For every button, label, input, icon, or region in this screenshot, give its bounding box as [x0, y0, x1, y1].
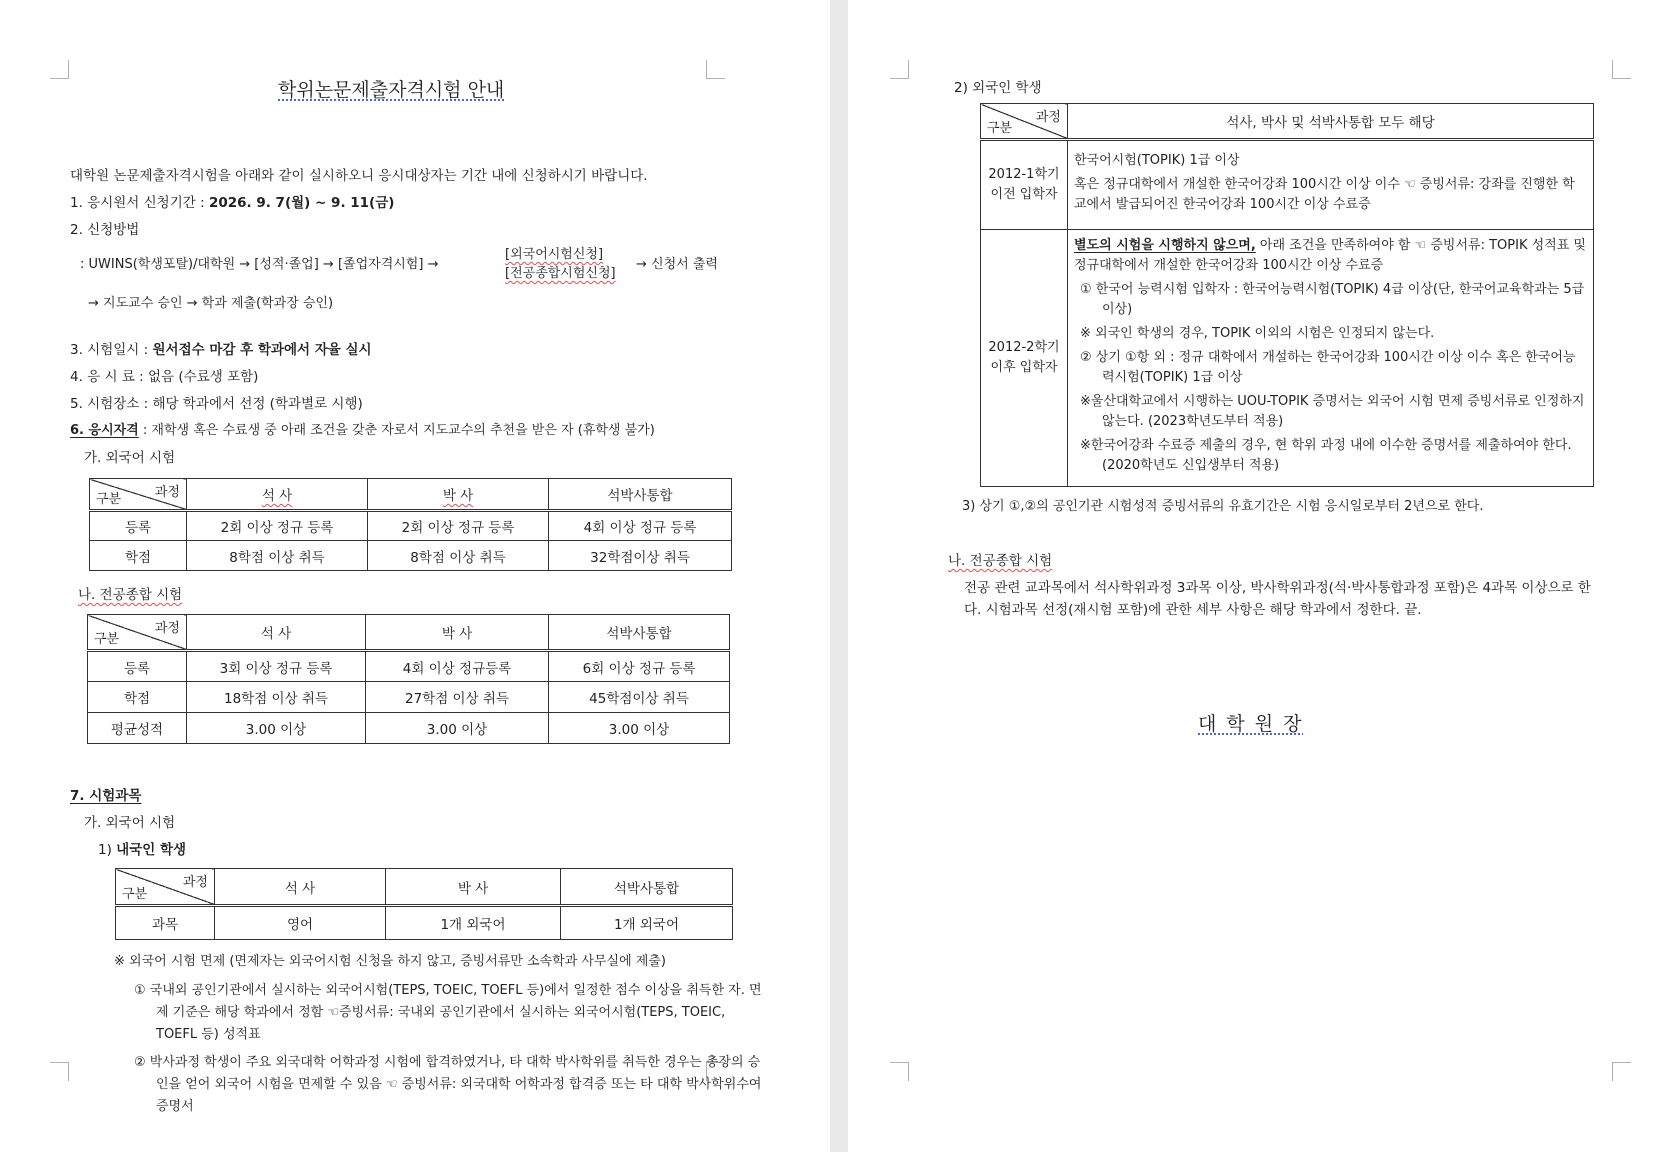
section-2-flow: : UWINS(학생포탈)/대학원 → [성적·졸업] → [졸업자격시험] → [80, 257, 439, 272]
section-2-label: 2. 신청방법 [70, 222, 140, 238]
crop-mark [1612, 60, 1631, 79]
table-domestic [115, 868, 733, 940]
col-header: 석사, 박사 및 석박사통합 모두 해당 [1068, 104, 1594, 140]
section-1: 1. 응시원서 신청기간 : 2026. 9. 7(월) ~ 9. 11(금) [70, 195, 395, 211]
col-header: 박 사 [386, 869, 561, 906]
section-6: 6. 응시자격 : 재학생 혹은 수료생 중 아래 조건을 갖춘 자로서 지도교수의 추천을 받은 자 (휴학생 불가) [70, 423, 655, 438]
exempt-item-2: ② 박사과정 학생이 주요 외국대학 어학과정 시험에 합격하였거나, 타 대학 박사학위를 취득한 경우는 총장의 승인을 얻어 외국어 시험을 면제할 수 있음 ☜ 증빙서류: 외국대학 어학과정 합격증 또는 타 대학 박사학위수여증명서 [134, 1055, 762, 1114]
col-header: 석 사 [187, 615, 366, 651]
foreign-heading: 2) 외국인 학생 [954, 80, 1042, 96]
intro-text: 대학원 논문제출자격시험을 아래와 같이 실시하오니 응시대상자는 기간 내에 신청하시기 바랍니다. [70, 168, 648, 184]
section-2-flow-end: → 신청서 출력 [636, 257, 718, 272]
table-row: 평균성적 3.00 이상 3.00 이상 3.00 이상 [88, 713, 730, 744]
section-6a-heading: 가. 외국어 시험 [84, 450, 176, 466]
domestic-heading: 1) 내국인 학생 [98, 842, 187, 858]
col-header: 박 사 [366, 615, 549, 651]
col-header: 석박사통합 [549, 615, 730, 651]
table-diag-header: 과정 구분 [90, 479, 187, 511]
table-row [981, 230, 1594, 487]
table-6b [87, 614, 730, 744]
col-header: 석 사 [215, 869, 386, 906]
crop-mark [50, 60, 69, 79]
col-header: 석박사통합 [561, 869, 733, 906]
row-label: 2012-2학기 이후 입학자 [981, 230, 1068, 487]
foreign-note-3: 3) 상기 ①,②의 공인기관 시험성적 증빙서류의 유효기간은 시험 응시일로부터 2년으로 한다. [962, 499, 1484, 514]
section-2-brackets: [외국어시험신청] [전공종합시험신청] [505, 247, 616, 281]
major-text: 전공 관련 교과목에서 석사학위과정 3과목 이상, 박사학위과정(석·박사통합과정 포함)은 4과목 이상으로 한다. 시험과목 선정(재시험 포함)에 관한 세부 사항은 해당 학과에서 정한다. 끝. [964, 580, 1591, 618]
table-diag-header: 과정 구분 [88, 615, 187, 651]
col-header: 석 사 [187, 479, 368, 511]
table-row: 등록 3회 이상 정규 등록 4회 이상 정규등록 6회 이상 정규 등록 [88, 651, 730, 682]
major-heading: 나. 전공종합 시험 [948, 553, 1053, 569]
row-content: 한국어시험(TOPIK) 1급 이상 혹은 정규대학에서 개설한 한국어강좌 100시간 이상 이수 ☜ 증빙서류: 강좌를 진행한 학교에서 발급되어진 한국어강좌 100시간 이상 수료증 [1068, 140, 1594, 230]
row-label: 2012-1학기 이전 입학자 [981, 140, 1068, 230]
document-page-right [848, 0, 1664, 1152]
crop-mark [890, 1062, 909, 1081]
section-5: 5. 시험장소 : 해당 학과에서 선정 (학과별로 시행) [70, 396, 363, 412]
table-row: 과목 영어 1개 외국어 1개 외국어 [116, 906, 733, 940]
table-diag-header: 과정 구분 [981, 104, 1068, 140]
row-content: 별도의 시험을 시행하지 않으며, 아래 조건을 만족하여야 함 ☜ 증빙서류: TOPIK 성적표 및 정규대학에서 개설한 한국어강좌 100시간 이상 수료증 ① 한국어 능력시험 입학자 : 한국어능력시험(TOPIK) 4급 이상(단, 한국어교육학과는 5급 이상) ※ 외국인 학생의 경우, TOPIK 이외의 시험은 인정되지 않는다. ② 상기 ①항 외 : 정규 대학에서 개설하는 한국어강좌 100시간 이상 이수 혹은 한국어능력시험(TOPIK) 1급 이상 ※울산대학교에서 시행하는 UOU-TOPIK 증명서는 외국어 시험 면제 증빙서류로 인정하지 않는다. (2023학년도부터 적용) ※한국어강좌 수료증 제출의 경우, 현 학위 과정 내에 이수한 증명서를 제출하여야 한다. (2020학년도 신입생부터 적용) [1068, 230, 1594, 487]
crop-mark [50, 1062, 69, 1081]
section-7-label: 7. 시험과목 [70, 788, 142, 804]
signature: 대 학 원 장 [1198, 713, 1304, 735]
page-title: 학위논문제출자격시험 안내 [278, 79, 505, 101]
table-row: 등록 2회 이상 정규 등록 2회 이상 정규 등록 4회 이상 정규 등록 [90, 511, 732, 541]
section-7a-heading: 가. 외국어 시험 [84, 815, 176, 831]
col-header: 석박사통합 [549, 479, 732, 511]
table-foreign [980, 103, 1594, 487]
crop-mark [706, 60, 725, 79]
table-row [981, 140, 1594, 230]
section-6b-heading: 나. 전공종합 시험 [78, 587, 183, 603]
table-diag-header: 과정 구분 [116, 869, 215, 906]
section-4: 4. 응 시 료 : 없음 (수료생 포함) [70, 369, 259, 385]
crop-mark [1612, 1062, 1631, 1081]
section-2-flow-line2: → 지도교수 승인 → 학과 제출(학과장 승인) [88, 296, 334, 311]
document-page-left [0, 0, 830, 1152]
exempt-title: ※ 외국어 시험 면제 (면제자는 외국어시험 신청을 하지 않고, 증빙서류만 소속학과 사무실에 제출) [114, 954, 666, 969]
table-6a [89, 478, 732, 571]
exempt-item-1: ① 국내외 공인기관에서 실시하는 외국어시험(TEPS, TOEIC, TOEFL 등)에서 일정한 점수 이상을 취득한 자. 면제 기준은 해당 학과에서 정함 ☜증빙서류: 국내외 공인기관에서 실시하는 외국어시험(TEPS, TOEIC, TOEFL 등) 성적표 [134, 983, 762, 1042]
col-header: 박 사 [368, 479, 549, 511]
crop-mark [890, 60, 909, 79]
table-row: 학점 8학점 이상 취득 8학점 이상 취득 32학점이상 취득 [90, 541, 732, 571]
table-row: 학점 18학점 이상 취득 27학점 이상 취득 45학점이상 취득 [88, 682, 730, 713]
section-3: 3. 시험일시 : 원서접수 마감 후 학과에서 자율 실시 [70, 342, 372, 358]
